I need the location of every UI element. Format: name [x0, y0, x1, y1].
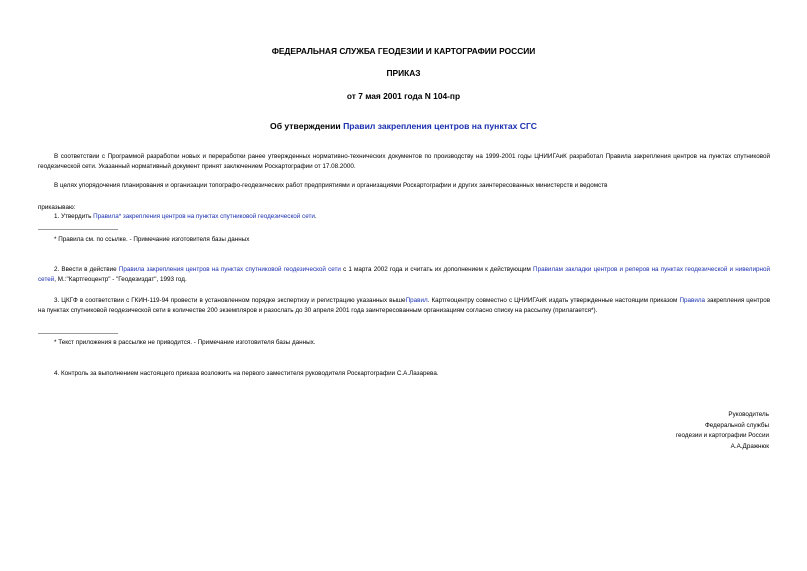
paragraph-intro: В соответствии с Программой разработки новых и переработки ранее утвержденных нормативно-технических документов по производству на 1999-2001 годы ЦНИИГАиК разработал Правила закрепления центров на пунктах спутниковой геодезической сети. Указанный нормативный документ принят заключением Роскартографии от 17.08.2000.	[38, 153, 770, 170]
item-2-link-reference[interactable]: Правилам закладки центров и реперов на пунктах геодезической и нивелирной сетей	[38, 266, 770, 283]
item-3-middle: . Картгеоцентру совместно с ЦНИИГАиК издать утвержденные настоящим приказом	[427, 297, 678, 304]
signature-block	[676, 410, 769, 452]
item-2	[38, 265, 770, 285]
footnote-2: * Текст приложения в рассылке не приводится. - Примечание изготовителя базы данных.	[54, 339, 316, 346]
title-prefix: Об утверждении	[270, 121, 341, 131]
item-1	[38, 212, 770, 222]
item-1-prefix: 1. Утвердить	[54, 213, 92, 220]
order-word: приказываю:	[38, 204, 76, 211]
footnote-divider	[38, 229, 118, 230]
document-type: ПРИКАЗ	[386, 68, 421, 78]
signature-line-2: Федеральной службы	[705, 421, 769, 429]
item-2-middle: с 1 марта 2002 года и считать их дополнением к действующим	[343, 266, 531, 273]
item-2-suffix: , М.:"Картгеоцентр" - "Геодезиздат", 1993 год.	[54, 276, 187, 283]
footnote-1: * Правила см. по ссылке. - Примечание изготовителя базы данных	[54, 236, 250, 243]
item-1-link[interactable]: Правила* закрепления центров на пунктах спутниковой геодезической сети	[93, 213, 315, 220]
item-3-link-rules[interactable]: Правил	[405, 297, 428, 304]
item-1-suffix: .	[314, 213, 317, 220]
title-link[interactable]: Правил закрепления центров на пунктах СГС	[343, 121, 537, 131]
item-3-link-rules-2[interactable]: Правила	[679, 297, 706, 304]
item-4: 4. Контроль за выполнением настоящего приказа возложить на первого заместителя руководителя Роскартографии С.А.Лазарева.	[54, 370, 439, 377]
item-3-prefix: 3. ЦКГФ в соответствии с ГКИН-119-94 провести в установленном порядке экспертизу и регистрацию указанных выше	[54, 297, 406, 304]
document-title	[0, 121, 807, 131]
paragraph-purpose: В целях упорядочения планирования и организации топографо-геодезических работ предприятиями и организациями Роскартографии и других заинтересованных министерств и ведомств	[54, 182, 608, 189]
signature-line-3: геодезии и картографии России	[675, 432, 769, 439]
signature-name: А.А.Дражнюк	[730, 442, 769, 450]
item-2-link-rules[interactable]: Правила закрепления центров на пунктах спутниковой геодезической сети	[118, 266, 341, 273]
signature-line-1: Руководитель	[728, 411, 769, 418]
agency-heading: ФЕДЕРАЛЬНАЯ СЛУЖБА ГЕОДЕЗИИ И КАРТОГРАФИИ РОССИИ	[271, 46, 536, 56]
document-date: от 7 мая 2001 года N 104-пр	[346, 91, 461, 101]
item-2-prefix: 2. Ввести в действие	[54, 266, 117, 273]
item-3-suffix: закрепления центров на пунктах спутниковой геодезической сети в количестве 200 экземпляров и разослать до 30 апреля 2001 года заинтересованным организациям согласно списку на рассылку (прилагается*).	[38, 297, 771, 314]
item-3	[38, 296, 770, 316]
footnote-divider-2	[38, 333, 118, 334]
